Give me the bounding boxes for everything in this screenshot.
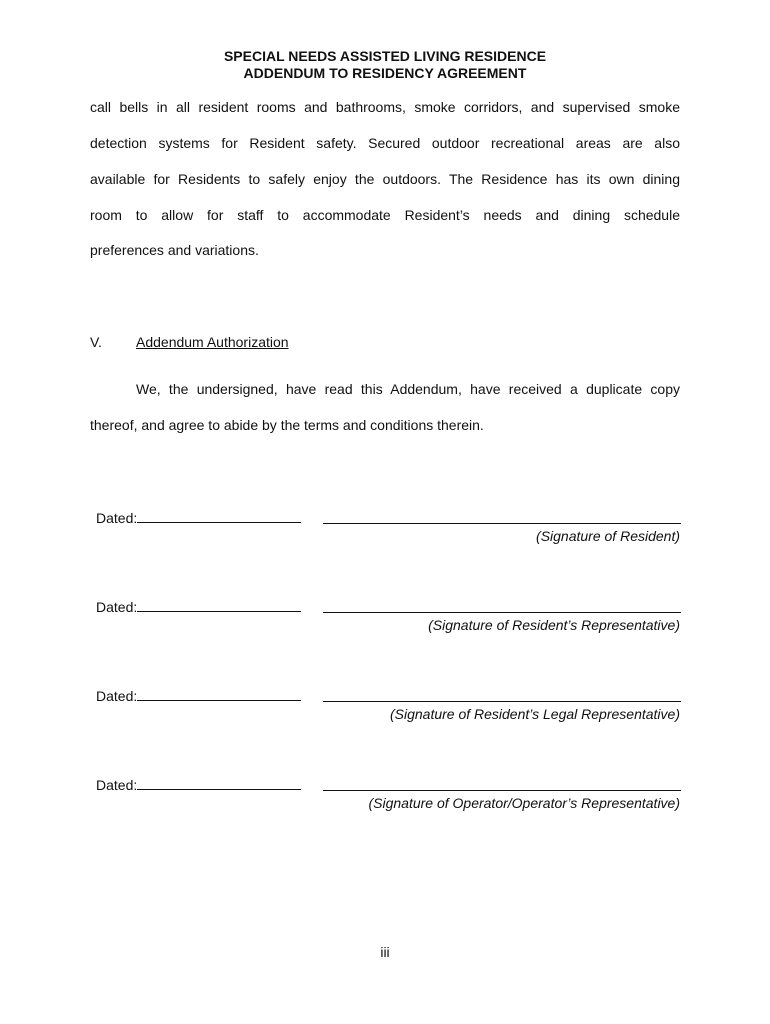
date-blank-line[interactable] [137,687,301,701]
date-blank-line[interactable] [137,776,301,790]
signature-caption-operator: (Signature of Operator/Operator’s Representative) [368,795,680,811]
dated-field-4[interactable] [96,776,301,794]
dated-label: Dated: [96,777,138,793]
date-blank-line[interactable] [137,598,301,612]
dated-label: Dated: [96,510,138,526]
signature-caption-resident: (Signature of Resident) [536,528,680,544]
body-line-1: call bells in all resident rooms and bathrooms, smoke corridors, and supervised smoke [90,99,680,115]
dated-label: Dated: [96,688,138,704]
dated-field-3[interactable] [96,687,301,705]
document-title-line-2: ADDENDUM TO RESIDENCY AGREEMENT [243,65,527,81]
body-line-3: available for Residents to safely enjoy the outdoors. The Residence has its own dining [90,171,680,187]
signature-line-resident[interactable] [323,510,681,524]
body-line-2: detection systems for Resident safety. Secured outdoor recreational areas are also [90,135,680,151]
signature-caption-representative: (Signature of Resident’s Representative) [428,617,680,633]
signature-caption-legal-representative: (Signature of Resident’s Legal Representative) [389,706,680,722]
document-title-line-1: SPECIAL NEEDS ASSISTED LIVING RESIDENCE [223,48,547,64]
authorization-line-1: We, the undersigned, have read this Addendum, have received a duplicate copy [136,381,680,397]
signature-line-representative[interactable] [323,599,681,613]
section-title: Addendum Authorization [136,334,289,350]
signature-line-legal-representative[interactable] [323,688,681,702]
dated-field-1[interactable] [96,509,301,527]
body-line-4: room to allow for staff to accommodate Resident’s needs and dining schedule [90,207,680,223]
body-line-5: preferences and variations. [90,242,259,258]
page-number: iii [380,944,390,960]
dated-field-2[interactable] [96,598,301,616]
date-blank-line[interactable] [137,509,301,523]
authorization-line-2: thereof, and agree to abide by the terms and conditions therein. [90,417,484,433]
section-number: V. [90,334,102,350]
dated-label: Dated: [96,599,138,615]
signature-line-operator[interactable] [323,777,681,791]
